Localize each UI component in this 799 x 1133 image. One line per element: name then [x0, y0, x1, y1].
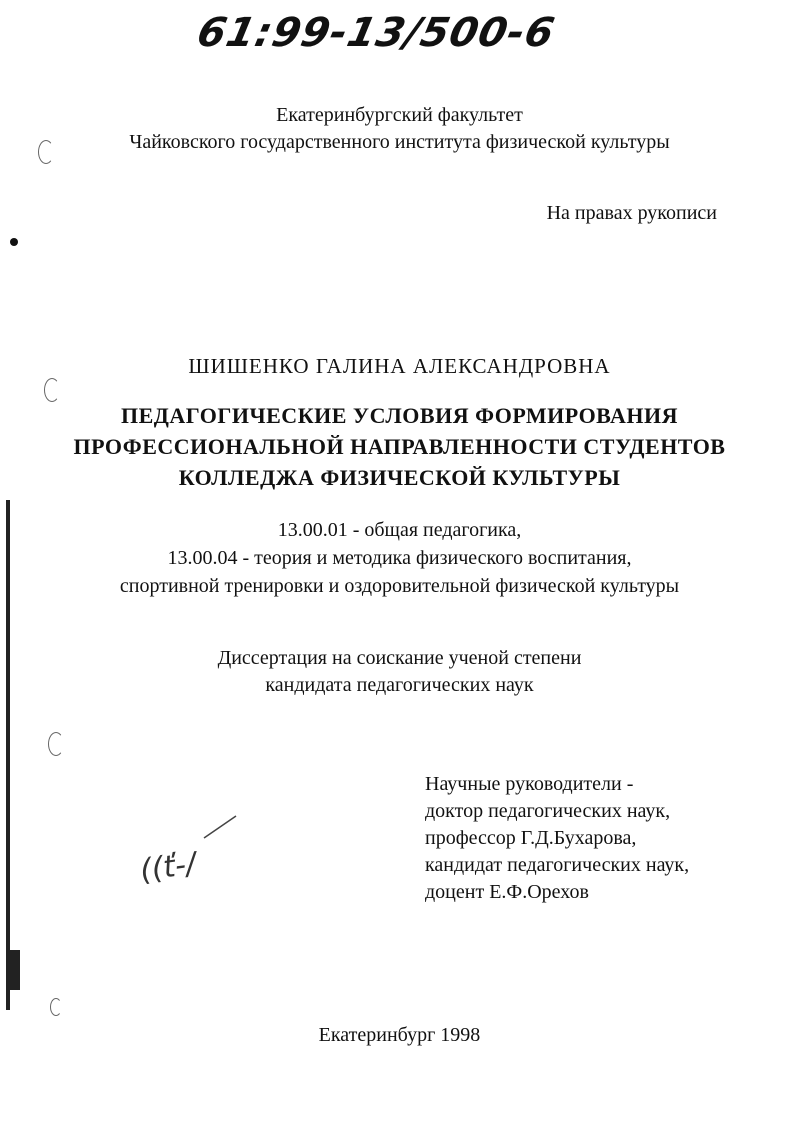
advisor-1-degree: доктор педагогических наук, [425, 800, 671, 822]
institution-line-2: Чайковского государственного института физической культуры [129, 131, 670, 153]
punch-hole-mark [44, 378, 60, 402]
punch-hole-mark [48, 732, 64, 756]
degree-line-1: Диссертация на соискание ученой степени [217, 647, 582, 669]
author-name: ШИШЕНКО ГАЛИНА АЛЕКСАНДРОВНА [188, 354, 611, 378]
advisor-2-name: доцент Е.Ф.Орехов [425, 881, 589, 903]
city-and-year: Екатеринбург 1998 [318, 1024, 481, 1046]
advisors-heading: Научные руководители - [425, 773, 634, 795]
advisor-1-name: профессор Г.Д.Бухарова, [425, 827, 637, 849]
specialty-line-2: 13.00.04 - теория и методика физического воспитания, [167, 547, 632, 569]
dissertation-title-line-3: КОЛЛЕДЖА ФИЗИЧЕСКОЙ КУЛЬТУРЫ [178, 465, 621, 490]
pen-stroke-mark [200, 812, 240, 842]
binding-hole-dot [10, 238, 18, 246]
archive-code-handwritten: 61:99-13/500-6 [193, 10, 560, 56]
dissertation-title-line-2: ПРОФЕССИОНАЛЬНОЙ НАПРАВЛЕННОСТИ СТУДЕНТОВ [73, 434, 726, 459]
advisor-2-degree: кандидат педагогических наук, [425, 854, 690, 876]
scan-edge-shadow [10, 950, 20, 990]
degree-line-2: кандидата педагогических наук [265, 674, 534, 696]
scientific-advisors [425, 771, 689, 906]
dissertation-title-line-1: ПЕДАГОГИЧЕСКИЕ УСЛОВИЯ ФОРМИРОВАНИЯ [121, 403, 678, 428]
specialty-line-1: 13.00.01 - общая педагогика, [277, 519, 522, 541]
specialty-line-3: спортивной тренировки и оздоровительной физической культуры [119, 575, 680, 597]
punch-hole-mark [50, 998, 62, 1016]
institution-line-1: Екатеринбургский факультет [276, 104, 523, 126]
rights-note: На правах рукописи [546, 202, 717, 224]
handwritten-note: ((ť-/ [137, 846, 199, 889]
